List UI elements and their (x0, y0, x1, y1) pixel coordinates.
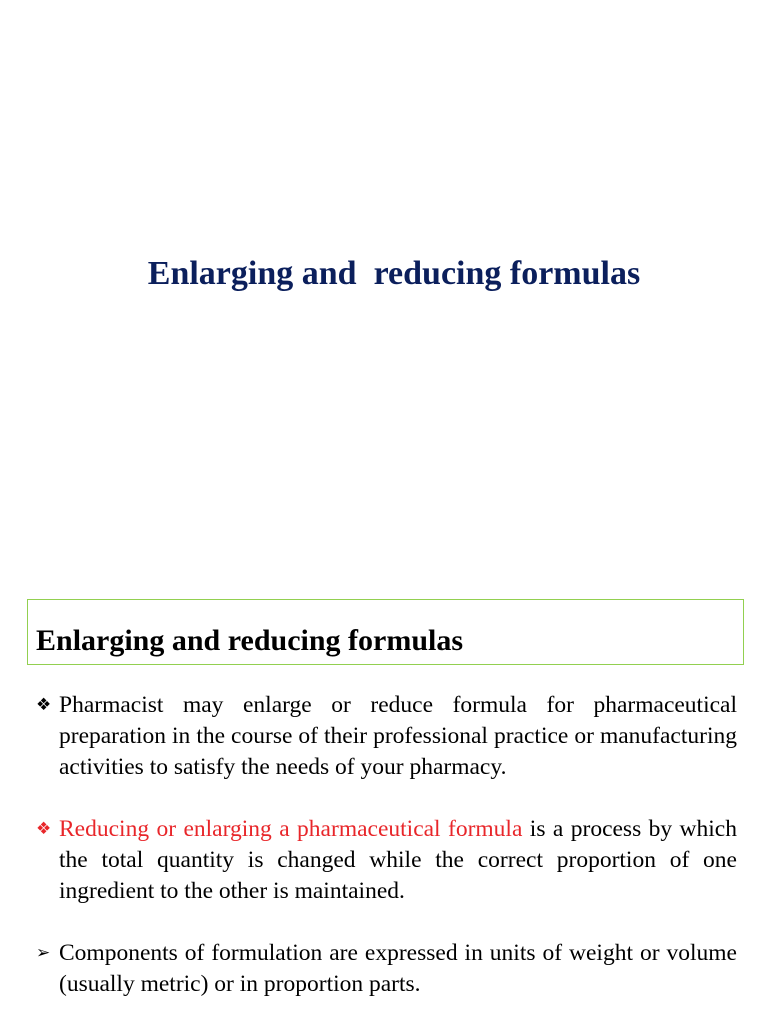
arrow-bullet-icon: ➢ (36, 943, 51, 963)
slide-title: Enlarging and reducing formulas (147, 255, 641, 292)
section-title: Enlarging and reducing formulas (36, 624, 464, 657)
bullet-item (36, 690, 737, 783)
bullet-text: Components of formulation are expressed in units of weight or volume (usually metric) or in proportion parts. (59, 940, 737, 997)
diamond-bullet-icon: ❖ (36, 695, 52, 715)
section-title-box (27, 599, 744, 665)
bullet-text: is a process by which the total quantity is changed while the correct proportion of one ingredient to the other is maintained. (59, 816, 737, 904)
highlighted-text: Reducing or enlarging a pharmaceutical formula (59, 816, 523, 842)
bullet-item (36, 814, 737, 907)
diamond-bullet-icon: ❖ (36, 819, 52, 839)
bullet-item (36, 938, 737, 1000)
bullet-list (36, 690, 737, 1024)
bullet-text: Pharmacist may enlarge or reduce formula for pharmaceutical preparation in the course of their professional practice or manufacturing activities to satisfy the needs of your pharmacy. (59, 692, 737, 780)
